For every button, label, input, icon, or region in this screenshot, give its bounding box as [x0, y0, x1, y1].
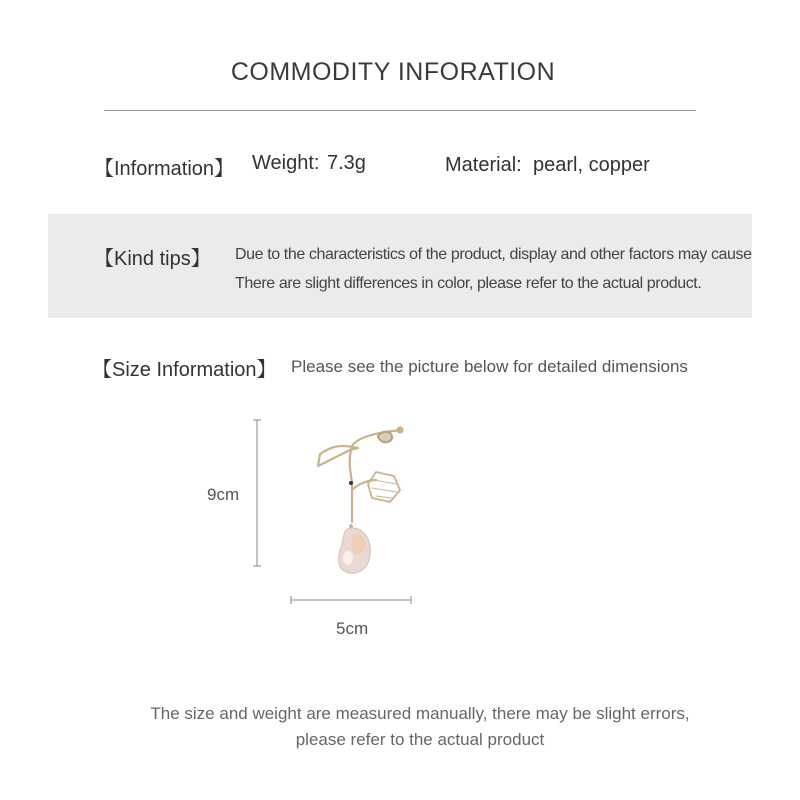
size-information-label: 【Size Information】	[92, 359, 277, 381]
brooch-illustration	[318, 428, 403, 523]
kind-tips-line-2: There are slight differences in color, please refer to the actual product.	[235, 275, 702, 292]
size-description: Please see the picture below for detailed dimensions	[291, 357, 688, 376]
page-title: COMMODITY INFORATION	[230, 58, 556, 86]
weight-value: 7.3g	[327, 152, 366, 174]
title-divider	[104, 110, 696, 111]
kind-tips-label: 【Kind tips】	[94, 248, 211, 270]
kind-tips-line-1: Due to the characteristics of the product, display and other factors may cause	[235, 246, 752, 263]
material-label: Material:	[445, 154, 522, 176]
footer-note-line-2: please refer to the actual product	[295, 730, 545, 749]
footer-note-line-1: The size and weight are measured manually, there may be slight errors,	[150, 704, 690, 723]
width-dimension-label: 5cm	[336, 619, 369, 638]
product-dimension-illustration	[240, 410, 430, 610]
height-dimension-label: 9cm	[207, 485, 240, 504]
material-value: pearl, copper	[533, 154, 650, 176]
information-label: 【Information】	[94, 158, 235, 180]
weight-label: Weight:	[252, 152, 320, 174]
